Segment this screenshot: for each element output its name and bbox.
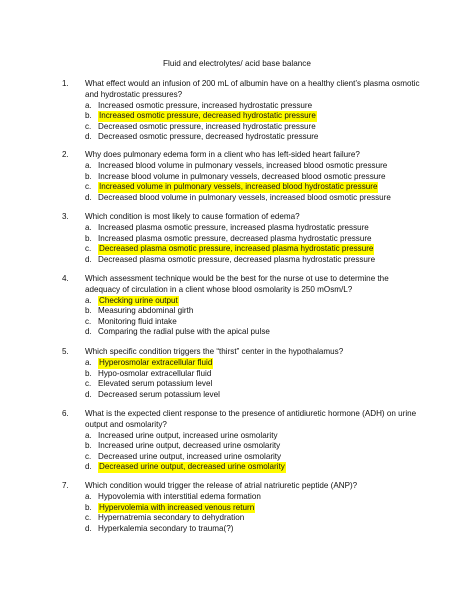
option-text: Decreased osmotic pressure, decreased hydrostatic pressure <box>98 132 319 142</box>
option-text: Hyperkalemia secondary to trauma(?) <box>98 523 234 533</box>
option-letter: b. <box>85 368 92 378</box>
question-1 <box>62 79 422 143</box>
question-text: Which condition would trigger the release of atrial natriuretic peptide (ANP)? <box>85 481 358 490</box>
option-letter: d. <box>85 254 92 264</box>
option-letter: d. <box>85 462 92 472</box>
option-letter: b. <box>85 233 92 243</box>
question-number: 2. <box>62 150 69 159</box>
option-a <box>85 296 422 307</box>
option-b <box>85 111 422 122</box>
question-text: Which assessment technique would be the best for the nurse ot use to determine the adequacy of circulation in a client whose blood osmolarity is 250 mOsm/L? <box>85 274 389 294</box>
option-letter: c. <box>85 379 92 389</box>
question-number: 7. <box>62 481 69 490</box>
option-text: Hypernatremia secondary to dehydration <box>98 513 245 523</box>
option-text: Decreased osmotic pressure, increased hydrostatic pressure <box>98 121 316 131</box>
question-text: Which specific condition triggers the “thirst” center in the hypothalamus? <box>85 347 344 356</box>
option-letter: b. <box>85 111 92 121</box>
option-b <box>85 234 422 245</box>
question-number: 4. <box>62 274 69 283</box>
option-letter: a. <box>85 295 92 305</box>
option-text: Increased urine output, increased urine osmolarity <box>98 430 278 440</box>
option-d <box>85 327 422 338</box>
option-c <box>85 379 422 390</box>
option-list <box>85 223 422 265</box>
option-letter: c. <box>85 513 92 523</box>
option-text-highlighted: Decreased urine output, decreased urine osmolarity <box>99 462 285 472</box>
option-list <box>85 296 422 338</box>
option-b <box>85 441 422 452</box>
option-list <box>85 161 422 203</box>
option-d <box>85 255 422 266</box>
option-list <box>85 431 422 473</box>
option-letter: d. <box>85 327 92 337</box>
option-list <box>85 492 422 534</box>
question-text: Why does pulmonary edema form in a client who has left-sided heart failure? <box>85 150 360 159</box>
option-letter: c. <box>85 121 92 131</box>
option-text-highlighted: Decreased plasma osmotic pressure, increased plasma hydrostatic pressure <box>99 244 374 254</box>
question-number: 3. <box>62 212 69 221</box>
option-b <box>85 503 422 514</box>
option-letter: a. <box>85 223 92 233</box>
option-text: Increased urine output, decreased urine osmolarity <box>98 441 281 451</box>
option-d <box>85 132 422 143</box>
question-4 <box>62 274 422 338</box>
option-text: Increased plasma osmotic pressure, decreased plasma hydrostatic pressure <box>98 233 372 243</box>
option-letter: a. <box>85 100 92 110</box>
question-number: 1. <box>62 79 69 88</box>
option-a <box>85 431 422 442</box>
option-c <box>85 513 422 524</box>
option-text-highlighted: Hypervolemia with increased venous return <box>99 502 255 512</box>
option-a <box>85 101 422 112</box>
option-c <box>85 122 422 133</box>
option-text: Increased osmotic pressure, increased hydrostatic pressure <box>98 100 313 110</box>
option-list <box>85 358 422 400</box>
option-text: Increased plasma osmotic pressure, increased plasma hydrostatic pressure <box>98 223 369 233</box>
option-letter: b. <box>85 306 92 316</box>
option-letter: a. <box>85 358 92 368</box>
option-text: Decreased plasma osmotic pressure, decreased plasma hydrostatic pressure <box>98 254 376 264</box>
question-text: What is the expected client response to the presence of antidiuretic hormone (ADH) on urine output and osmolarity? <box>85 409 417 429</box>
option-d <box>85 390 422 401</box>
option-text: Comparing the radial pulse with the apical pulse <box>98 327 270 337</box>
option-a <box>85 161 422 172</box>
option-text: Hypo-osmolar extracellular fluid <box>98 368 212 378</box>
option-letter: d. <box>85 132 92 142</box>
question-3 <box>62 212 422 265</box>
option-text: Elevated serum potassium level <box>98 379 213 389</box>
question-number: 6. <box>62 409 69 418</box>
option-text-highlighted: Hyperosmolar extracellular fluid <box>99 358 213 368</box>
question-5 <box>62 347 422 400</box>
option-letter: c. <box>85 182 92 192</box>
question-2 <box>62 150 422 203</box>
option-text-highlighted: Checking urine output <box>99 295 178 305</box>
document-title: Fluid and electrolytes/ acid base balance <box>163 59 311 68</box>
option-text: Decreased urine output, increased urine osmolarity <box>98 451 282 461</box>
option-c <box>85 452 422 463</box>
option-letter: a. <box>85 492 92 502</box>
option-a <box>85 492 422 503</box>
option-text: Hypovolemia with interstitial edema formation <box>98 492 261 502</box>
option-c <box>85 244 422 255</box>
option-list <box>85 101 422 143</box>
option-text-highlighted: Increased osmotic pressure, decreased hydrostatic pressure <box>99 111 316 121</box>
option-d <box>85 524 422 535</box>
option-d <box>85 462 422 473</box>
option-text: Increase blood volume in pulmonary vessels, decreased blood osmotic pressure <box>98 171 386 181</box>
option-letter: d. <box>85 192 92 202</box>
option-b <box>85 306 422 317</box>
option-text: Measuring abdominal girth <box>98 306 194 316</box>
option-a <box>85 358 422 369</box>
option-letter: b. <box>85 502 92 512</box>
option-b <box>85 369 422 380</box>
option-c <box>85 317 422 328</box>
option-text: Decreased serum potassium level <box>98 389 220 399</box>
option-text: Decreased blood volume in pulmonary vessels, increased blood osmotic pressure <box>98 192 391 202</box>
option-text: Increased blood volume in pulmonary vessels, increased blood osmotic pressure <box>98 161 388 171</box>
question-text: Which condition is most likely to cause formation of edema? <box>85 212 300 221</box>
option-letter: b. <box>85 441 92 451</box>
question-text: What effect would an infusion of 200 mL of albumin have on a healthy client’s plasma osmotic and hydrostatic pressures? <box>85 79 420 99</box>
option-letter: c. <box>85 451 92 461</box>
option-letter: b. <box>85 171 92 181</box>
question-7 <box>62 481 422 534</box>
option-d <box>85 193 422 204</box>
option-letter: c. <box>85 244 92 254</box>
option-c <box>85 182 422 193</box>
option-text-highlighted: Increased volume in pulmonary vessels, increased blood hydrostatic pressure <box>99 182 378 192</box>
option-letter: d. <box>85 523 92 533</box>
option-a <box>85 223 422 234</box>
option-letter: a. <box>85 161 92 171</box>
option-letter: d. <box>85 389 92 399</box>
option-letter: c. <box>85 316 92 326</box>
option-letter: a. <box>85 430 92 440</box>
question-number: 5. <box>62 347 69 356</box>
option-b <box>85 172 422 183</box>
question-6 <box>62 409 422 473</box>
option-text: Monitoring fluid intake <box>98 316 177 326</box>
